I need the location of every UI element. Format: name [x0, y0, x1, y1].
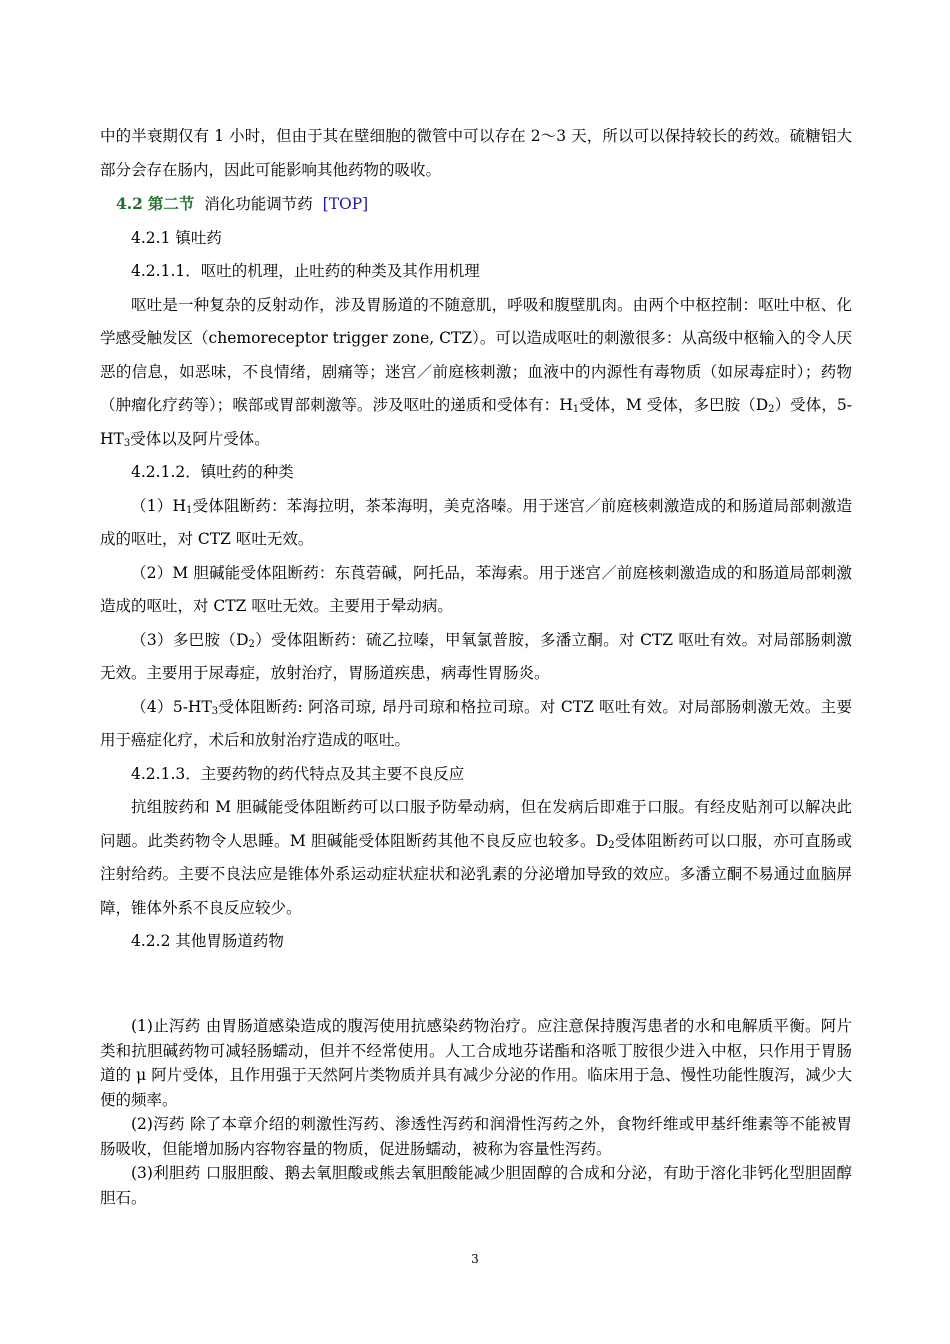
subheading-4-2-1-3: 4.2.1.3．主要药物的药代特点及其主要不良反应 — [131, 764, 465, 783]
subheading-4-2-1: 4.2.1 镇吐药 — [131, 228, 222, 247]
laxative-paragraph: (2)泻药 除了本章介绍的刺激性泻药、渗透性泻药和润滑性泻药之外，食物纤维或甲基纤维素等不能被胃肠吸收，但能增加肠内容物容量的物质，促进肠蠕动，被称为容量性泻药。 — [100, 1115, 852, 1158]
subscript: 2 — [608, 839, 615, 851]
subscript: 3 — [211, 705, 219, 717]
choleretic-paragraph: (3)利胆药 口服胆酸、鹅去氧胆酸或熊去氧胆酸能减少胆固醇的合成和分泌，有助于溶化非钙化型胆固醇胆石。 — [100, 1164, 852, 1207]
antiemetic-item-2: （2）M 胆碱能受体阻断药：东莨菪碱，阿托品，苯海索。用于迷宫／前庭核刺激造成的和肠道局部刺激造成的呕吐，对 CTZ 呕吐无效。主要用于晕动病。 — [100, 563, 852, 615]
text-run: 受体阻断药：苯海拉明，茶苯海明，美克洛嗪。用于迷宫／前庭核刺激造成的和肠道局部刺激造成的呕吐，对 CTZ 呕吐无效。 — [100, 496, 852, 548]
subheading-4-2-1-1: 4.2.1.1．呕吐的机理，止吐药的种类及其作用机理 — [131, 262, 480, 280]
text-run: ）受体，5-HT — [100, 396, 852, 448]
subscript: 2 — [768, 404, 775, 415]
main-text — [100, 120, 852, 959]
subheading-4-2-2: 4.2.2 其他胃肠道药物 — [131, 932, 284, 950]
top-link[interactable]: [TOP] — [322, 195, 369, 213]
antiemetic-item-1 — [100, 490, 852, 557]
text-run: 抗组胺药和 M 胆碱能受体阻断药可以口服予防晕动病，但在发病后即难于口服。有经皮贴剂可以解决此问题。此类药物令人思睡。M 胆碱能受体阻断药其他不良反应也较多。D — [100, 798, 852, 850]
antiemetic-item-3 — [100, 624, 852, 691]
antiemetic-item-4 — [100, 691, 852, 758]
subscript: 3 — [123, 437, 131, 449]
section-number: 4.2 — [116, 194, 143, 213]
text-run: 受体阻断药: 阿洛司琼, 昂丹司琼和格拉司琼。对 CTZ 呕吐有效。对局部肠刺激无效。主要用于癌症化疗，术后和放射治疗造成的呕吐。 — [100, 697, 852, 749]
subscript: 1 — [572, 404, 580, 415]
text-run: 受体，M 受体，多巴胺（D — [579, 396, 769, 414]
subheading-4-2-1-2: 4.2.1.2．镇吐药的种类 — [131, 463, 294, 481]
section-title: 消化功能调节药 — [204, 195, 313, 213]
text-run: 受体阻断药可以口服，亦可直肠或注射给药。主要不良法应是锥体外系运动症状症状和泌乳素的分泌增加导致的效应。多潘立酮不易通过血脑屏障，锥体外系不良反应较少。 — [100, 831, 852, 917]
text-run: 呕吐是一种复杂的反射动作，涉及胃肠道的不随意肌，呼吸和腹壁肌肉。由两个中枢控制：呕吐中枢、化学感受触发区（chemoreceptor trigger zone, CTZ）。可以造成呕吐的刺激很多：从高级中枢输入的令人厌恶的信息，如恶味，不良情绪，剧痛等；迷宫／前庭核刺激；血液中的内源性有毒物质（如尿毒症时）；药物（肿瘤化疗药等）；喉部或胃部刺激等。涉及呕吐的递质和受体有：H — [100, 295, 852, 414]
subscript: 1 — [186, 504, 193, 516]
page-number: 3 — [471, 1252, 479, 1266]
text-run: 受体以及阿片受体。 — [130, 429, 270, 448]
text-run: （3）多巴胺（D — [131, 630, 249, 649]
pharmacokinetics-paragraph — [100, 791, 852, 925]
continued-paragraph: 中的半衰期仅有 1 小时，但由于其在壁细胞的微管中可以存在 2～3 天，所以可以保持较长的药效。硫糖铝大部分会存在肠内，因此可能影响其他药物的吸收。 — [100, 127, 852, 179]
antidiarrheal-paragraph: (1)止泻药 由胃肠道感染造成的腹泻使用抗感染药物治疗。应注意保持腹泻患者的水和电解质平衡。阿片类和抗胆碱药物可减轻肠蠕动，但并不经常使用。人工合成地芬诺酯和洛哌丁胺很少进入中枢，只作用于胃肠道的 μ 阿片受体，且作用强于天然阿片类物质并具有减少分泌的作用。临床用于急、慢性功能性腹泻，减少大便的频率。 — [100, 1017, 852, 1109]
subscript: 2 — [248, 638, 255, 650]
section-heading — [100, 187, 852, 222]
text-run: （4）5-HT — [131, 697, 212, 716]
section-label: 第二节 — [147, 194, 195, 213]
text-run: ）受体阻断药：硫乙拉嗪，甲氧氯普胺，多潘立酮。对 CTZ 呕吐有效。对局部肠刺激无效。主要用于尿毒症，放射治疗，胃肠道疾患，病毒性胃肠炎。 — [100, 630, 853, 682]
vomiting-mechanism-paragraph — [100, 289, 852, 457]
other-gi-drugs — [100, 1014, 852, 1210]
text-run: （1）H — [131, 496, 186, 515]
